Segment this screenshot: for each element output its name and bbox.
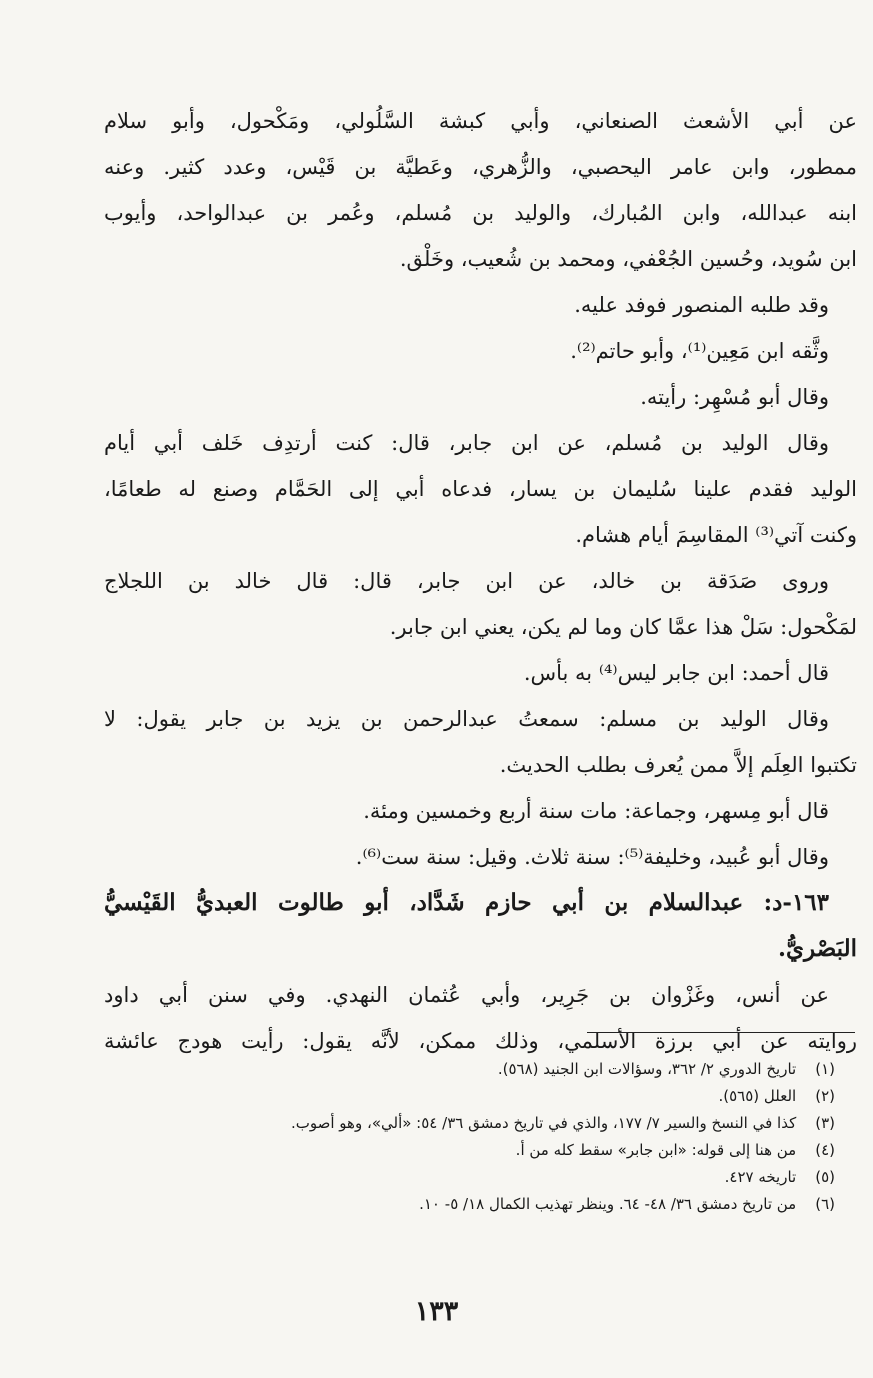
footnote-text: من هنا إلى قوله: «ابن جابر» سقط كله من أ.	[515, 1141, 797, 1159]
text-line: وقال الوليد بن مُسلم، عن ابن جابر، قال: كنت أرتدِف خَلف أبي أيام	[104, 431, 829, 455]
text-line: وكنت آتي⁽³⁾ المقاسِمَ أيام هشام.	[575, 523, 857, 547]
text-line: وقال الوليد بن مسلم: سمعتُ عبدالرحمن بن يزيد بن جابر يقول: لا	[104, 707, 829, 731]
text-line: وقال أبو عُبيد، وخليفة⁽⁵⁾: سنة ثلاث. وقيل: سنة ست⁽⁶⁾.	[355, 845, 829, 869]
text-line: وقال أبو مُسْهِر: رأيته.	[640, 385, 829, 409]
text-line: قال أبو مِسهر، وجماعة: مات سنة أربع وخمسين ومئة.	[363, 799, 829, 823]
footnote-number: (٦)	[815, 1195, 835, 1213]
footnote-text: تاريخه ٤٢٧.	[724, 1168, 797, 1186]
page-number: ١٣٣	[414, 1296, 459, 1327]
text-line: تكتبوا العِلَم إلاَّ ممن يُعرف بطلب الحديث.	[499, 753, 857, 777]
text-line: روايته عن أبي برزة الأسلمي، وذلك ممكن، لأنَّه يقول: رأيت هودج عائشة	[104, 1029, 857, 1053]
footnote-number: (١)	[815, 1060, 835, 1078]
footnote-text: تاريخ الدوري ٢/ ٣٦٢، وسؤالات ابن الجنيد (٥٦٨).	[497, 1060, 797, 1078]
entry-heading-continuation: البَصْريُّ.	[778, 935, 857, 962]
footnotes	[93, 1056, 843, 1218]
footnote-text: كذا في النسخ والسير ٧/ ١٧٧، والذي في تاريخ دمشق ٣٦/ ٥٤: «ألي»، وهو أصوب.	[291, 1114, 797, 1132]
text-line: ممطور، وابن عامر اليحصبي، والزُّهري، وعَطيَّة بن قَيْس، وعدد كثير. وعنه	[104, 155, 857, 179]
text-line: الوليد فقدم علينا سُليمان بن يسار، فدعاه أبي إلى الحَمَّام وصنع له طعامًا،	[104, 477, 857, 501]
text-line: وقد طلبه المنصور فوفد عليه.	[574, 293, 829, 317]
main-text-body	[104, 98, 857, 1064]
entry-heading: ١٦٣-د: عبدالسلام بن أبي حازم شَدَّاد، أبو طالوت العبديُّ القَيْسيُّ	[104, 889, 829, 916]
footnote-number: (٣)	[815, 1114, 835, 1132]
text-line: ابنه عبدالله، وابن المُبارك، والوليد بن مُسلم، وعُمر بن عبدالواحد، وأيوب	[104, 201, 857, 225]
footnote-text: من تاريخ دمشق ٣٦/ ٤٨- ٦٤. وينظر تهذيب الكمال ١٨/ ٥- ١٠.	[419, 1195, 797, 1213]
footnote	[93, 1110, 843, 1137]
footnote	[93, 1191, 843, 1218]
footnote-number: (٥)	[815, 1168, 835, 1186]
text-line: وروى صَدَقة بن خالد، عن ابن جابر، قال: قال خالد بن اللجلاج	[104, 569, 829, 593]
footnote-text: العلل (٥٦٥).	[718, 1087, 797, 1105]
text-line: وثَّقه ابن مَعِين⁽¹⁾، وأبو حاتم⁽²⁾.	[570, 339, 829, 363]
text-line: لمَكْحول: سَلْ هذا عمَّا كان وما لم يكن، يعني ابن جابر.	[389, 615, 857, 639]
footnote-divider	[587, 1032, 855, 1033]
footnote-number: (٤)	[815, 1141, 835, 1159]
text-line: ابن سُويد، وحُسين الجُعْفي، ومحمد بن شُعيب، وخَلْق.	[399, 247, 857, 271]
footnote	[93, 1137, 843, 1164]
footnote	[93, 1164, 843, 1191]
text-line: عن أبي الأشعث الصنعاني، وأبي كبشة السَّلُولي، ومَكْحول، وأبو سلام	[104, 109, 857, 133]
footnote	[93, 1083, 843, 1110]
footnote	[93, 1056, 843, 1083]
footnote-number: (٢)	[815, 1087, 835, 1105]
text-line: قال أحمد: ابن جابر ليس⁽⁴⁾ به بأس.	[523, 661, 829, 685]
text-line: عن أنس، وغَزْوان بن جَرِير، وأبي عُثمان النهدي. وفي سنن أبي داود	[104, 983, 829, 1007]
